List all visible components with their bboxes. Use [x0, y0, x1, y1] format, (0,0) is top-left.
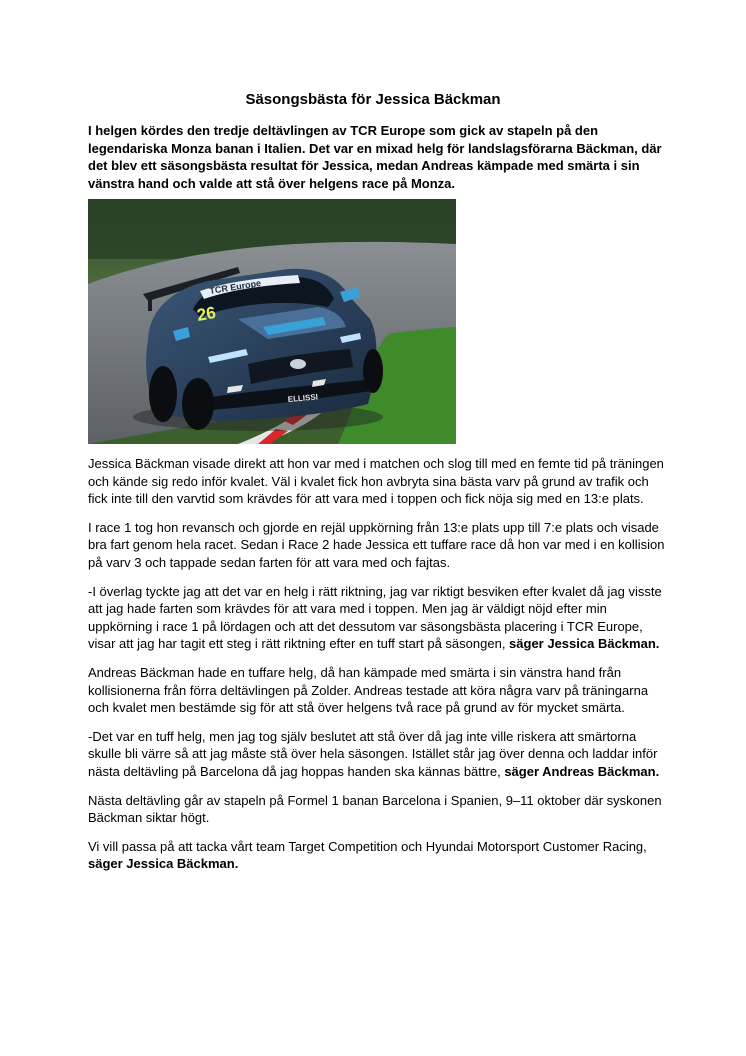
quote-attribution: säger Jessica Bäckman. — [509, 636, 660, 652]
article-title: Säsongsbästa för Jessica Bäckman — [245, 91, 501, 108]
quote-attribution: säger Andreas Bäckman. — [504, 763, 660, 779]
paragraph-3-quote-jessica: -I överlag tyckte jag att det var en helg i rätt riktning, jag var riktigt besviken efter kvalet då jag visste att jag hade farten som krävdes för att vara med i toppen. Men jag är väldigt nöjd efter min uppkörning i race 1 på lördagen och att det dessutom var säsongsbästa placering i TCR Europe, visar att jag har tagit ett steg i rätt riktning efter en tuff start på säsongen, säger Jessica Bäckman. — [88, 583, 662, 652]
paragraph-5-quote-andreas: -Det var en tuff helg, men jag tog själv beslutet att stå över då jag inte ville riskera att smärtorna skulle bli värre så att jag måste stå över hela säsongen. Istället står jag över denna och laddar inför nästa deltävling på Barcelona då jag hoppas handen ska kännas bättre, säger Andreas Bäckman. — [88, 728, 660, 779]
svg-text:26: 26 — [195, 302, 218, 325]
race-car-image — [88, 199, 456, 444]
paragraph-2: I race 1 tog hon revansch och gjorde en rejäl uppkörning från 13:e plats upp till 7:e plats och visade bra fart genom hela racet. Sedan i Race 2 hade Jessica ett tuffare race då hon var med i en kollision på varv 3 och tappade sedan farten för att vara med och fajtas. — [88, 519, 665, 570]
article-body — [88, 455, 668, 884]
svg-text:ELLISSI: ELLISSI — [287, 392, 319, 404]
quote-attribution: säger Jessica Bäckman. — [88, 856, 239, 872]
paragraph-6: Nästa deltävling går av stapeln på Formel 1 banan Barcelona i Spanien, 9–11 oktober där syskonen Bäckman siktar högt. — [88, 792, 662, 826]
paragraph-7-thanks: Vi vill passa på att tacka vårt team Target Competition och Hyundai Motorsport Customer Racing, säger Jessica Bäckman. — [88, 838, 647, 872]
paragraph-4: Andreas Bäckman hade en tuffare helg, då han kämpade med smärta i sin vänstra hand från kollisionerna från förra deltävlingen på Zolder. Andreas testade att köra några varv på träningarna och kvalet men bestämde sig för att stå över helgens två race på grund av för mycket smärta. — [88, 664, 649, 716]
race-car-photo — [88, 199, 456, 444]
paragraph-1: Jessica Bäckman visade direkt att hon var med i matchen och slog till med en femte tid på träningen och kände sig redo inför kvalet. Väl i kvalet fick hon avbryta sina bästa varv på grund av trafik och fick inte till den varvtid som krävdes för att vara med i toppen och fick nöja sig med en 13:e plats. — [88, 456, 664, 507]
svg-text:TCR Europe: TCR Europe — [208, 277, 262, 296]
article-lead: I helgen kördes den tredje deltävlingen av TCR Europe som gick av stapeln på den legendariska Monza banan i Italien. Det var en mixad helg för landslagsförarna Bäckman, där det blev ett säsongsbästa resultat för Jessica, medan Andreas kämpade med smärta i sin vänstra hand och valde att stå över helgens race på Monza. — [88, 123, 662, 191]
